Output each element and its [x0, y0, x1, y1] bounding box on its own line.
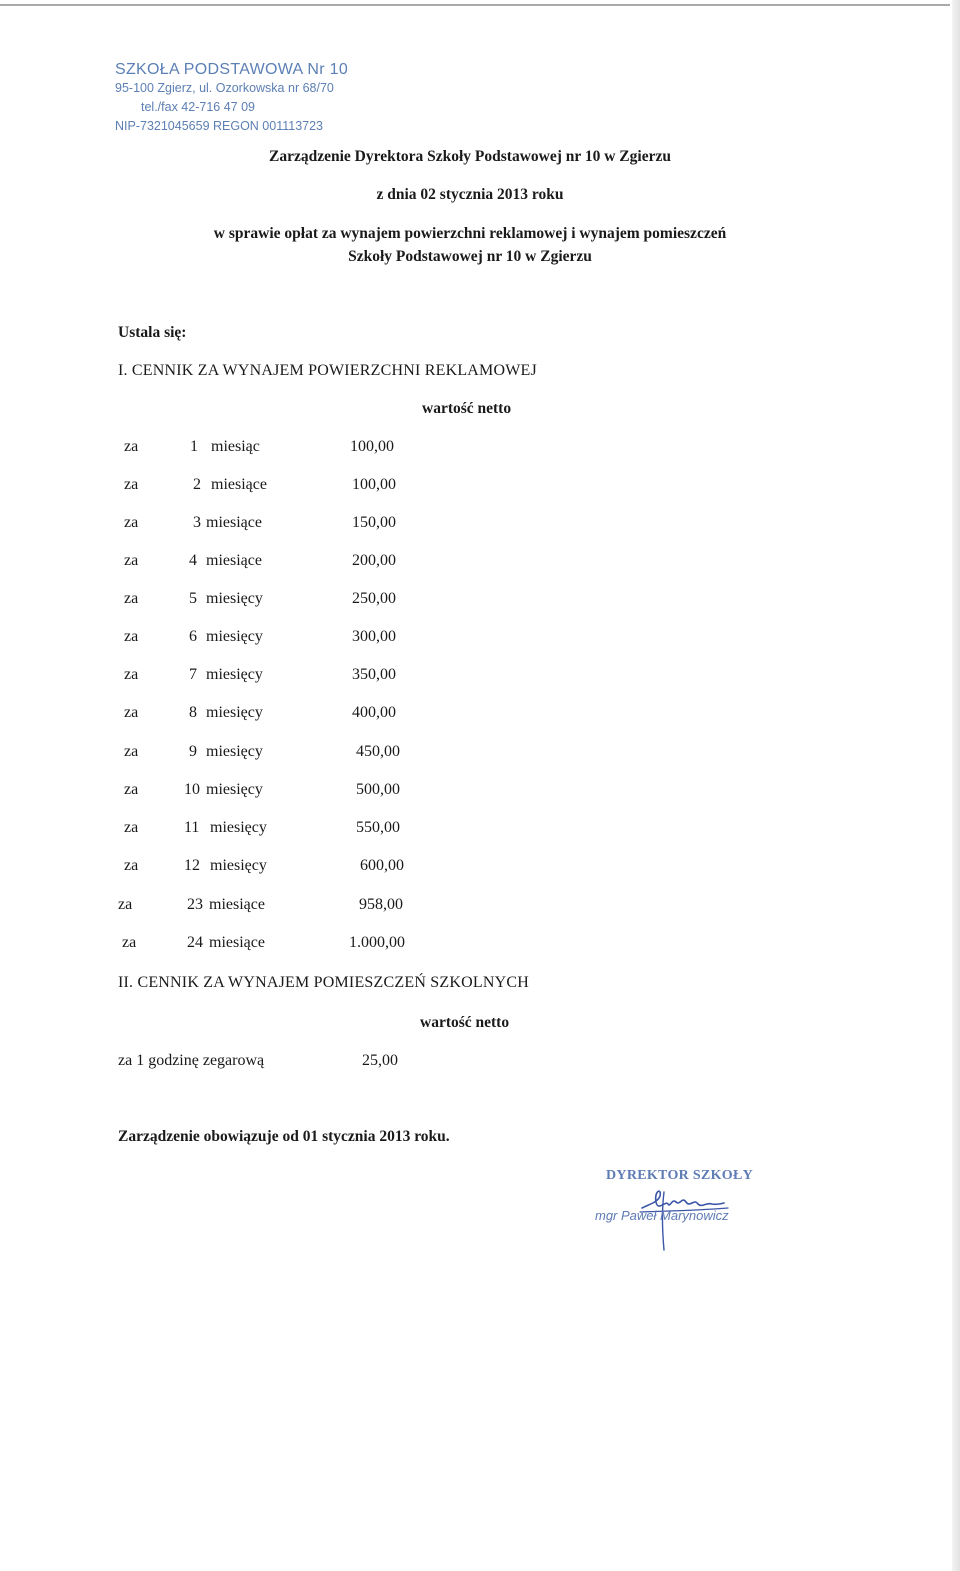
table-row-value: 100,00 — [352, 476, 396, 493]
table-row-prefix: za — [124, 590, 139, 607]
section1-heading: I. CENNIK ZA WYNAJEM POWIERZCHNI REKLAMOWEJ — [118, 362, 537, 379]
signature-stamp-title: DYREKTOR SZKOŁY — [606, 1168, 753, 1183]
table-row-value: 300,00 — [352, 628, 396, 645]
table-row-unit: miesięcy — [206, 590, 263, 607]
table-row-value: 450,00 — [356, 743, 400, 760]
table-row-prefix: za — [124, 857, 139, 874]
table-row-value: 958,00 — [359, 896, 403, 913]
table-row-count: 23 — [187, 896, 203, 913]
table-row-value: 250,00 — [352, 590, 396, 607]
table-row-count: 4 — [189, 552, 197, 569]
stamp-ids: NIP-7321045659 REGON 001113723 — [115, 119, 324, 133]
stamp-address: 95-100 Zgierz, ul. Ozorkowska nr 68/70 — [115, 81, 334, 95]
table-row-prefix: za — [124, 476, 139, 493]
table-row-count: 10 — [184, 781, 200, 798]
table-row-prefix: za — [124, 704, 139, 721]
director-signature-stamp — [590, 1160, 770, 1260]
section2-heading: II. CENNIK ZA WYNAJEM POMIESZCZEŃ SZKOLNYCH — [118, 974, 529, 991]
section1-column-label: wartość netto — [422, 400, 512, 417]
school-stamp — [115, 60, 348, 136]
table-row-count: 3 — [193, 514, 201, 531]
stamp-tel: tel./fax 42-716 47 09 — [141, 100, 255, 114]
effective-date-note: Zarządzenie obowiązuje od 01 stycznia 2013 roku. — [118, 1128, 450, 1145]
table-row-unit: miesiące — [209, 934, 265, 951]
table-row-value: 350,00 — [352, 666, 396, 683]
table-row-prefix: za — [124, 438, 139, 455]
table-row-unit: miesiące — [206, 552, 262, 569]
table-row-prefix: za — [124, 666, 139, 683]
table-row-prefix: za — [124, 552, 139, 569]
page-top-edge — [0, 4, 950, 6]
table-row-prefix: za — [124, 781, 139, 798]
table-row-count: 8 — [189, 704, 197, 721]
signature-stamp-name: mgr Paweł Marynowicz — [595, 1208, 729, 1223]
section2-row-value: 25,00 — [362, 1052, 398, 1069]
table-row-count: 1 — [190, 438, 198, 455]
table-row-unit: miesięcy — [210, 819, 267, 836]
document-subject-line1: w sprawie opłat za wynajem powierzchni reklamowej i wynajem pomieszczeń — [213, 225, 727, 242]
table-row-unit: miesiąc — [211, 438, 260, 455]
table-row-value: 150,00 — [352, 514, 396, 531]
table-row-prefix: za — [124, 514, 139, 531]
table-row-count: 9 — [189, 743, 197, 760]
table-row-unit: miesięcy — [210, 857, 267, 874]
table-row-prefix: za — [124, 819, 139, 836]
table-row-prefix: za — [122, 934, 137, 951]
table-row-unit: miesiące — [209, 896, 265, 913]
table-row-unit: miesięcy — [206, 743, 263, 760]
table-row-value: 100,00 — [350, 438, 394, 455]
table-row-unit: miesięcy — [206, 704, 263, 721]
table-row-unit: miesiące — [206, 514, 262, 531]
table-row-value: 400,00 — [352, 704, 396, 721]
table-row-count: 6 — [189, 628, 197, 645]
document-date: z dnia 02 stycznia 2013 roku — [376, 186, 564, 203]
table-row-count: 2 — [193, 476, 201, 493]
table-row-unit: miesięcy — [206, 666, 263, 683]
table-row-prefix: za — [124, 628, 139, 645]
table-row-unit: miesięcy — [206, 781, 263, 798]
table-row-value: 550,00 — [356, 819, 400, 836]
table-row-prefix: za — [118, 896, 133, 913]
section2-column-label: wartość netto — [420, 1014, 510, 1031]
table-row-count: 5 — [189, 590, 197, 607]
table-row-prefix: za — [124, 743, 139, 760]
table-row-unit: miesiące — [211, 476, 267, 493]
document-title: Zarządzenie Dyrektora Szkoły Podstawowej nr 10 w Zgierzu — [269, 148, 671, 165]
table-row-count: 7 — [189, 666, 197, 683]
table-row-value: 500,00 — [356, 781, 400, 798]
table-row-count: 12 — [184, 857, 200, 874]
table-row-count: 11 — [184, 819, 200, 836]
page-right-edge — [952, 0, 960, 1571]
table-row-value: 200,00 — [352, 552, 396, 569]
intro-label: Ustala się: — [118, 324, 187, 341]
document-subject-line2: Szkoły Podstawowej nr 10 w Zgierzu — [348, 248, 592, 265]
section2-row-label: za 1 godzinę zegarową — [118, 1052, 265, 1069]
table-row-count: 24 — [187, 934, 203, 951]
table-row-unit: miesięcy — [206, 628, 263, 645]
stamp-school-name: SZKOŁA PODSTAWOWA Nr 10 — [115, 61, 349, 78]
table-row-value: 1.000,00 — [349, 934, 405, 951]
table-row-value: 600,00 — [360, 857, 404, 874]
